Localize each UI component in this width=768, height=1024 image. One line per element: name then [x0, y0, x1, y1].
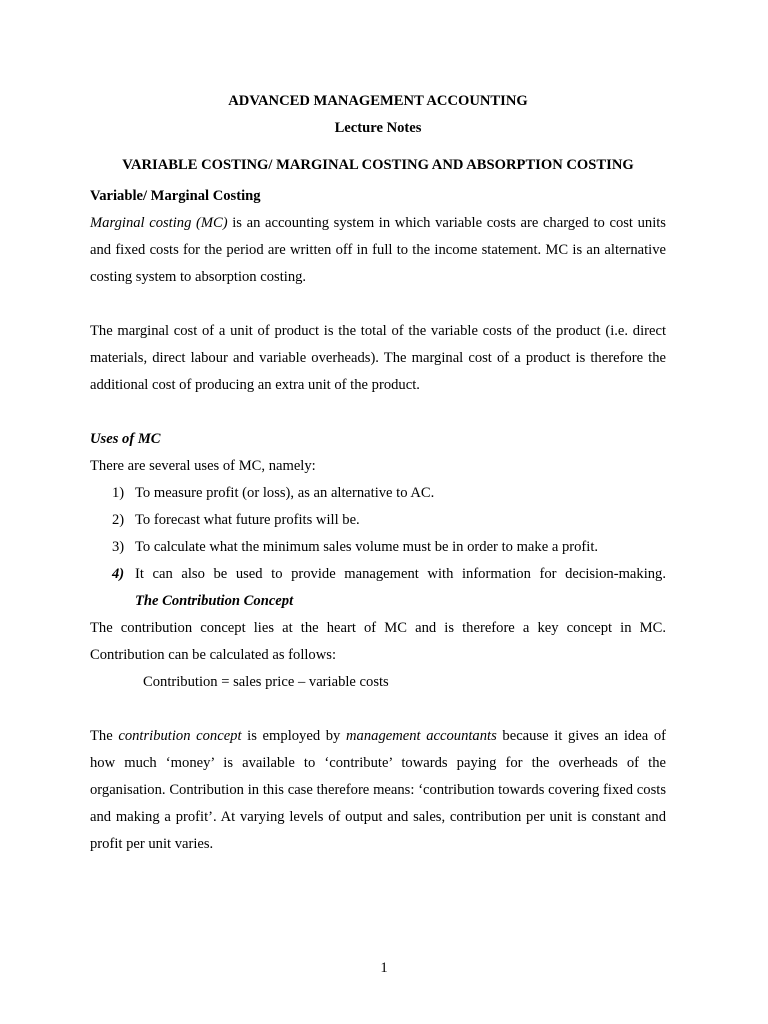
marginal-cost-paragraph: The marginal cost of a unit of product is the total of the variable costs of the product (i.e. direct materials, direct labour and variable overheads). The marginal cost of a product is therefore the additional cost of producing an extra unit of the product. — [90, 323, 666, 393]
list-item-text: To measure profit (or loss), as an alternative to AC. — [135, 485, 435, 501]
list-item-text: It can also be used to provide management with information for decision-making. — [135, 566, 666, 582]
uses-intro: There are several uses of MC, namely: — [90, 458, 316, 474]
list-item — [90, 507, 666, 534]
term-contribution-concept: contribution concept — [118, 728, 242, 744]
course-title: ADVANCED MANAGEMENT ACCOUNTING — [228, 93, 528, 109]
text-run: The — [90, 728, 119, 744]
document-page — [90, 88, 666, 858]
topic-title: VARIABLE COSTING/ MARGINAL COSTING AND ABSORPTION COSTING — [122, 157, 634, 173]
list-item-number: 2) — [112, 512, 125, 528]
term-management-accountants: management accountants — [346, 728, 497, 744]
list-item-number: 3) — [112, 539, 125, 555]
text-run: because it gives an idea of how much ‘money’ is available to ‘contribute’ towards paying for the overheads of the organisation. Contribution in this case therefore means: ‘contribution towards covering fixed costs and making a profit’. At varying levels of output and sales, contribution per unit is constant and profit per unit varies. — [90, 728, 666, 852]
list-item-number: 1) — [112, 485, 125, 501]
list-item-text: To calculate what the minimum sales volume must be in order to make a profit. — [135, 539, 599, 555]
lecture-notes-subtitle: Lecture Notes — [334, 120, 422, 136]
section-heading-uses-of-mc: Uses of MC — [90, 431, 161, 447]
page-number: 1 — [380, 960, 388, 976]
list-item-number: 4) — [112, 566, 125, 582]
list-item — [90, 534, 666, 561]
contribution-intro-paragraph: The contribution concept lies at the heart of MC and is therefore a key concept in MC. Contribution can be calculated as follows: — [90, 620, 666, 663]
list-item — [90, 480, 666, 507]
section-heading-contribution-concept: The Contribution Concept — [135, 593, 294, 609]
contribution-explanation-paragraph — [90, 723, 666, 858]
paragraph-gap — [90, 291, 666, 318]
section-heading-marginal-costing: Variable/ Marginal Costing — [90, 188, 261, 204]
term-marginal-costing: Marginal costing (MC) — [90, 215, 228, 231]
contribution-formula: Contribution = sales price – variable costs — [143, 674, 389, 690]
list-item — [90, 561, 666, 588]
list-item-text: To forecast what future profits will be. — [135, 512, 360, 528]
uses-list — [90, 480, 666, 588]
paragraph-gap — [90, 696, 666, 723]
paragraph-gap — [90, 399, 666, 426]
marginal-costing-definition — [90, 210, 666, 291]
text-run: is employed by — [241, 728, 347, 744]
definition-text: is an accounting system in which variable costs are charged to cost units and fixed costs for the period are written off in full to the income statement. MC is an alternative costing system to absorption costing. — [90, 215, 666, 285]
